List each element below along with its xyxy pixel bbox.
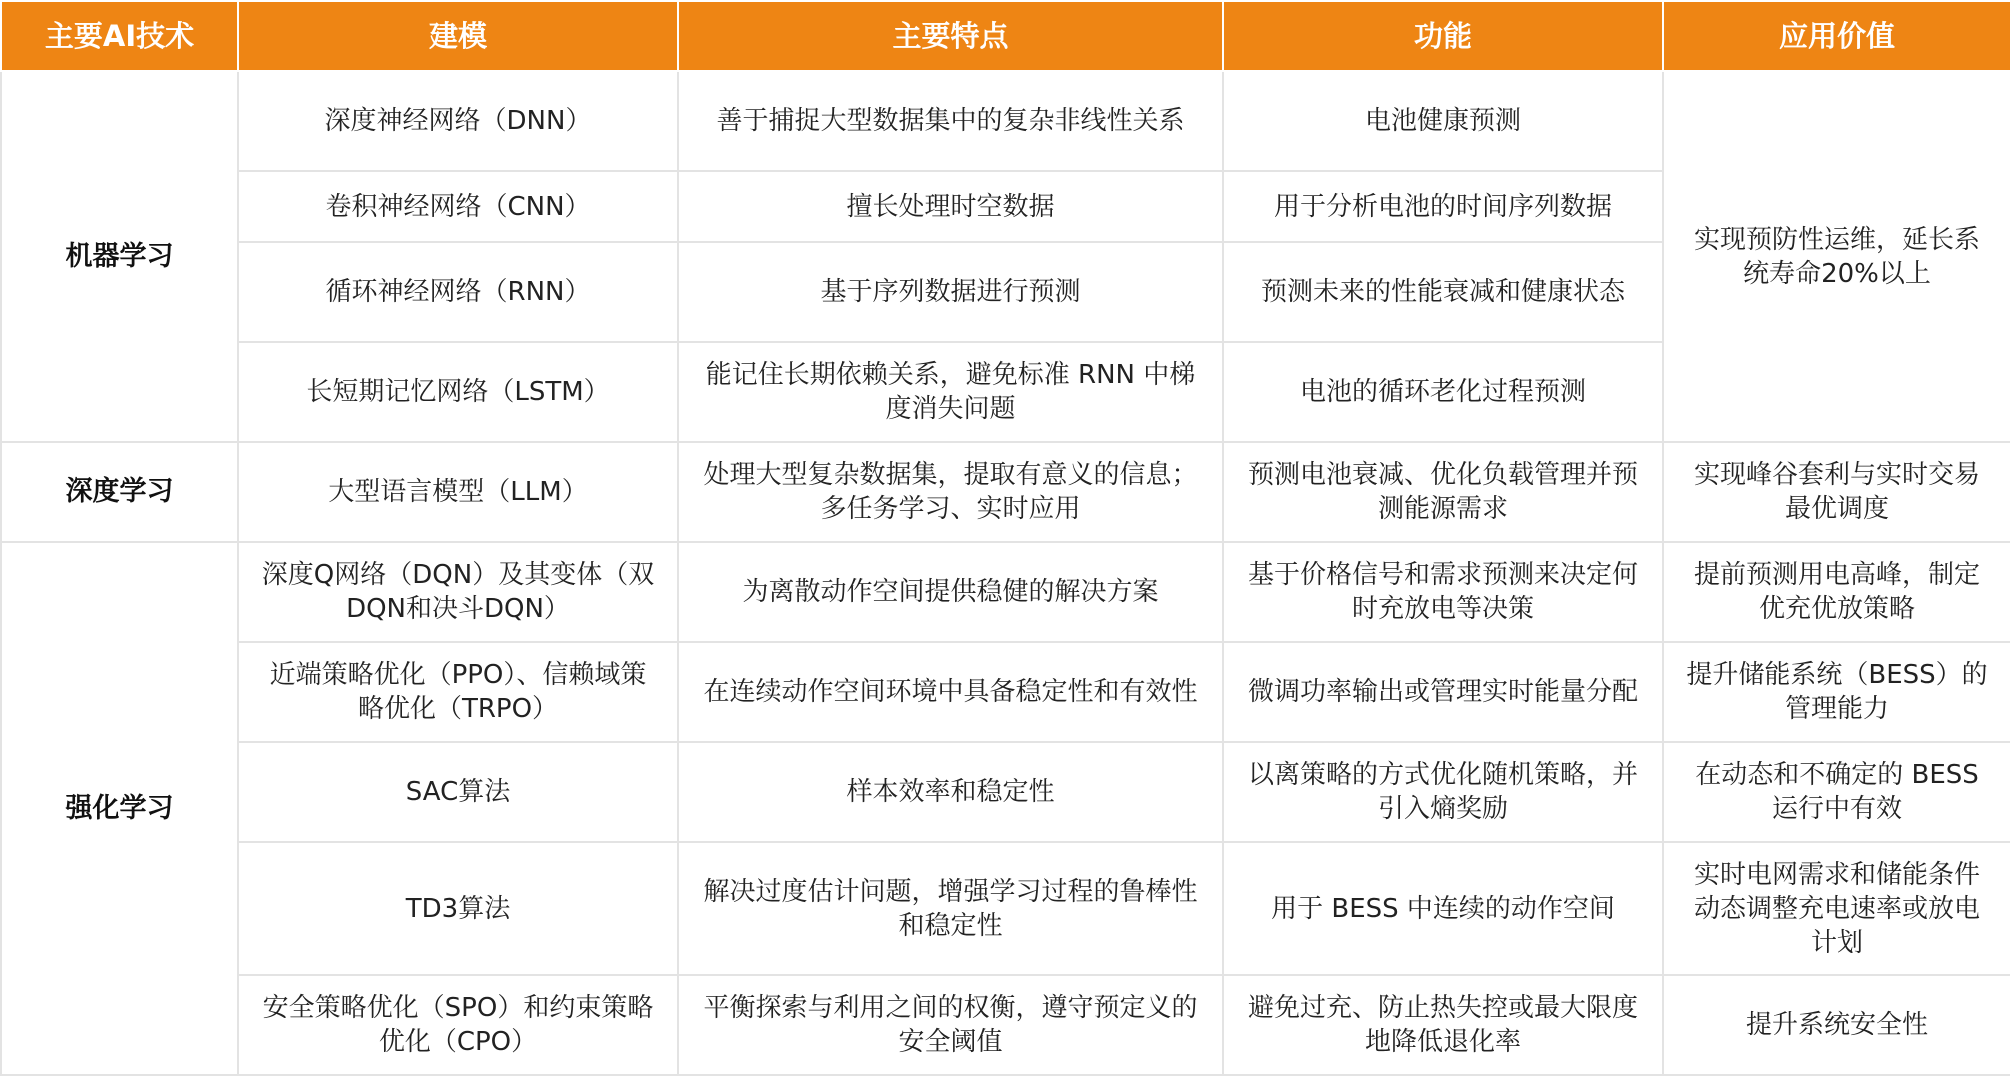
header-row — [1, 1, 2010, 71]
function-cell: 用于 BESS 中连续的动作空间 — [1223, 842, 1663, 975]
model-cell: 深度Q网络（DQN）及其变体（双DQN和决斗DQN） — [238, 542, 678, 642]
table-row — [1, 642, 2010, 742]
value-cell: 在动态和不确定的 BESS 运行中有效 — [1663, 742, 2010, 842]
feature-cell: 能记住长期依赖关系，避免标准 RNN 中梯度消失问题 — [678, 342, 1223, 442]
feature-cell: 解决过度估计问题，增强学习过程的鲁棒性和稳定性 — [678, 842, 1223, 975]
model-cell: 循环神经网络（RNN） — [238, 242, 678, 342]
value-cell: 实时电网需求和储能条件动态调整充电速率或放电计划 — [1663, 842, 2010, 975]
feature-cell: 善于捕捉大型数据集中的复杂非线性关系 — [678, 71, 1223, 171]
feature-cell: 基于序列数据进行预测 — [678, 242, 1223, 342]
table-row — [1, 542, 2010, 642]
model-cell: 近端策略优化（PPO）、信赖域策略优化（TRPO） — [238, 642, 678, 742]
header-value: 应用价值 — [1663, 1, 2010, 71]
category-reinforcement-learning: 强化学习 — [1, 542, 238, 1075]
model-cell: 安全策略优化（SPO）和约束策略优化（CPO） — [238, 975, 678, 1075]
feature-cell: 样本效率和稳定性 — [678, 742, 1223, 842]
function-cell: 基于价格信号和需求预测来决定何时充放电等决策 — [1223, 542, 1663, 642]
table-row — [1, 975, 2010, 1075]
category-machine-learning: 机器学习 — [1, 71, 238, 442]
function-cell: 电池的循环老化过程预测 — [1223, 342, 1663, 442]
header-feature: 主要特点 — [678, 1, 1223, 71]
table-row — [1, 842, 2010, 975]
function-cell: 用于分析电池的时间序列数据 — [1223, 171, 1663, 242]
feature-cell: 平衡探索与利用之间的权衡，遵守预定义的安全阈值 — [678, 975, 1223, 1075]
feature-cell: 在连续动作空间环境中具备稳定性和有效性 — [678, 642, 1223, 742]
table-row — [1, 442, 2010, 542]
value-cell: 提升系统安全性 — [1663, 975, 2010, 1075]
function-cell: 微调功率输出或管理实时能量分配 — [1223, 642, 1663, 742]
function-cell: 以离策略的方式优化随机策略，并引入熵奖励 — [1223, 742, 1663, 842]
header-function: 功能 — [1223, 1, 1663, 71]
function-cell: 预测未来的性能衰减和健康状态 — [1223, 242, 1663, 342]
value-cell: 提升储能系统（BESS）的管理能力 — [1663, 642, 2010, 742]
value-cell: 实现预防性运维，延长系统寿命20%以上 — [1663, 71, 2010, 442]
function-cell: 预测电池衰减、优化负载管理并预测能源需求 — [1223, 442, 1663, 542]
feature-cell: 处理大型复杂数据集，提取有意义的信息；多任务学习、实时应用 — [678, 442, 1223, 542]
model-cell: 卷积神经网络（CNN） — [238, 171, 678, 242]
header-ai-tech: 主要AI技术 — [1, 1, 238, 71]
feature-cell: 为离散动作空间提供稳健的解决方案 — [678, 542, 1223, 642]
category-deep-learning: 深度学习 — [1, 442, 238, 542]
model-cell: 长短期记忆网络（LSTM） — [238, 342, 678, 442]
value-cell: 提前预测用电高峰，制定优充优放策略 — [1663, 542, 2010, 642]
header-model: 建模 — [238, 1, 678, 71]
table-row — [1, 742, 2010, 842]
feature-cell: 擅长处理时空数据 — [678, 171, 1223, 242]
value-cell: 实现峰谷套利与实时交易最优调度 — [1663, 442, 2010, 542]
model-cell: 深度神经网络（DNN） — [238, 71, 678, 171]
model-cell: 大型语言模型（LLM） — [238, 442, 678, 542]
function-cell: 电池健康预测 — [1223, 71, 1663, 171]
model-cell: TD3算法 — [238, 842, 678, 975]
table-row — [1, 71, 2010, 171]
function-cell: 避免过充、防止热失控或最大限度地降低退化率 — [1223, 975, 1663, 1075]
model-cell: SAC算法 — [238, 742, 678, 842]
